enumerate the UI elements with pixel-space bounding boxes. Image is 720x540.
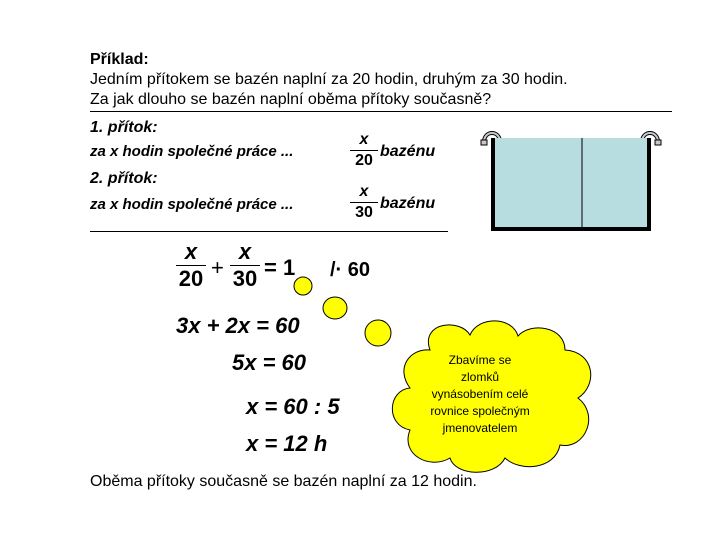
cloud-bubble-small: [294, 277, 312, 295]
problem-title: Příklad:: [90, 51, 149, 68]
eq1-multiplier: /· 60: [330, 259, 371, 281]
eq1-plus: +: [211, 255, 224, 280]
inlet-1-label: 1. přítok:: [90, 119, 158, 136]
eq4: x = 60 : 5: [246, 394, 340, 419]
problem-line-1: Jedním přítokem se bazén naplní za 20 hodin, druhým za 30 hodin.: [90, 71, 568, 88]
eq1-fraction-2: x 30: [230, 240, 260, 291]
inlet-2-label: 2. přítok:: [90, 170, 158, 187]
problem-line-2: Za jak dlouho se bazén naplní oběma přítoky současně?: [90, 91, 492, 108]
cloud-bubble-large: [365, 320, 391, 346]
answer-text: Oběma přítoky současně se bazén naplní za 12 hodin.: [90, 473, 477, 490]
eq2: 3x + 2x = 60: [176, 313, 300, 338]
eq3: 5x = 60: [232, 350, 307, 375]
cloud-text: Zbavíme se zlomků vynásobením celé rovnice společným jmenovatelem: [430, 353, 530, 435]
eq5: x = 12 h: [246, 431, 328, 456]
eq1-rhs: = 1: [264, 255, 296, 280]
inlet-1-fraction: x 20: [350, 131, 378, 170]
eq1-fraction-1: x 20: [176, 240, 206, 291]
inlet-2-work-text: za x hodin společné práce ...: [90, 196, 294, 213]
inlet-2-unit: bazénu: [380, 195, 436, 212]
inlet-1-unit: bazénu: [380, 143, 436, 160]
inlet-1-work-text: za x hodin společné práce ...: [90, 143, 294, 160]
inlet-2-fraction: x 30: [350, 183, 378, 222]
cloud-bubble-medium: [323, 297, 347, 319]
